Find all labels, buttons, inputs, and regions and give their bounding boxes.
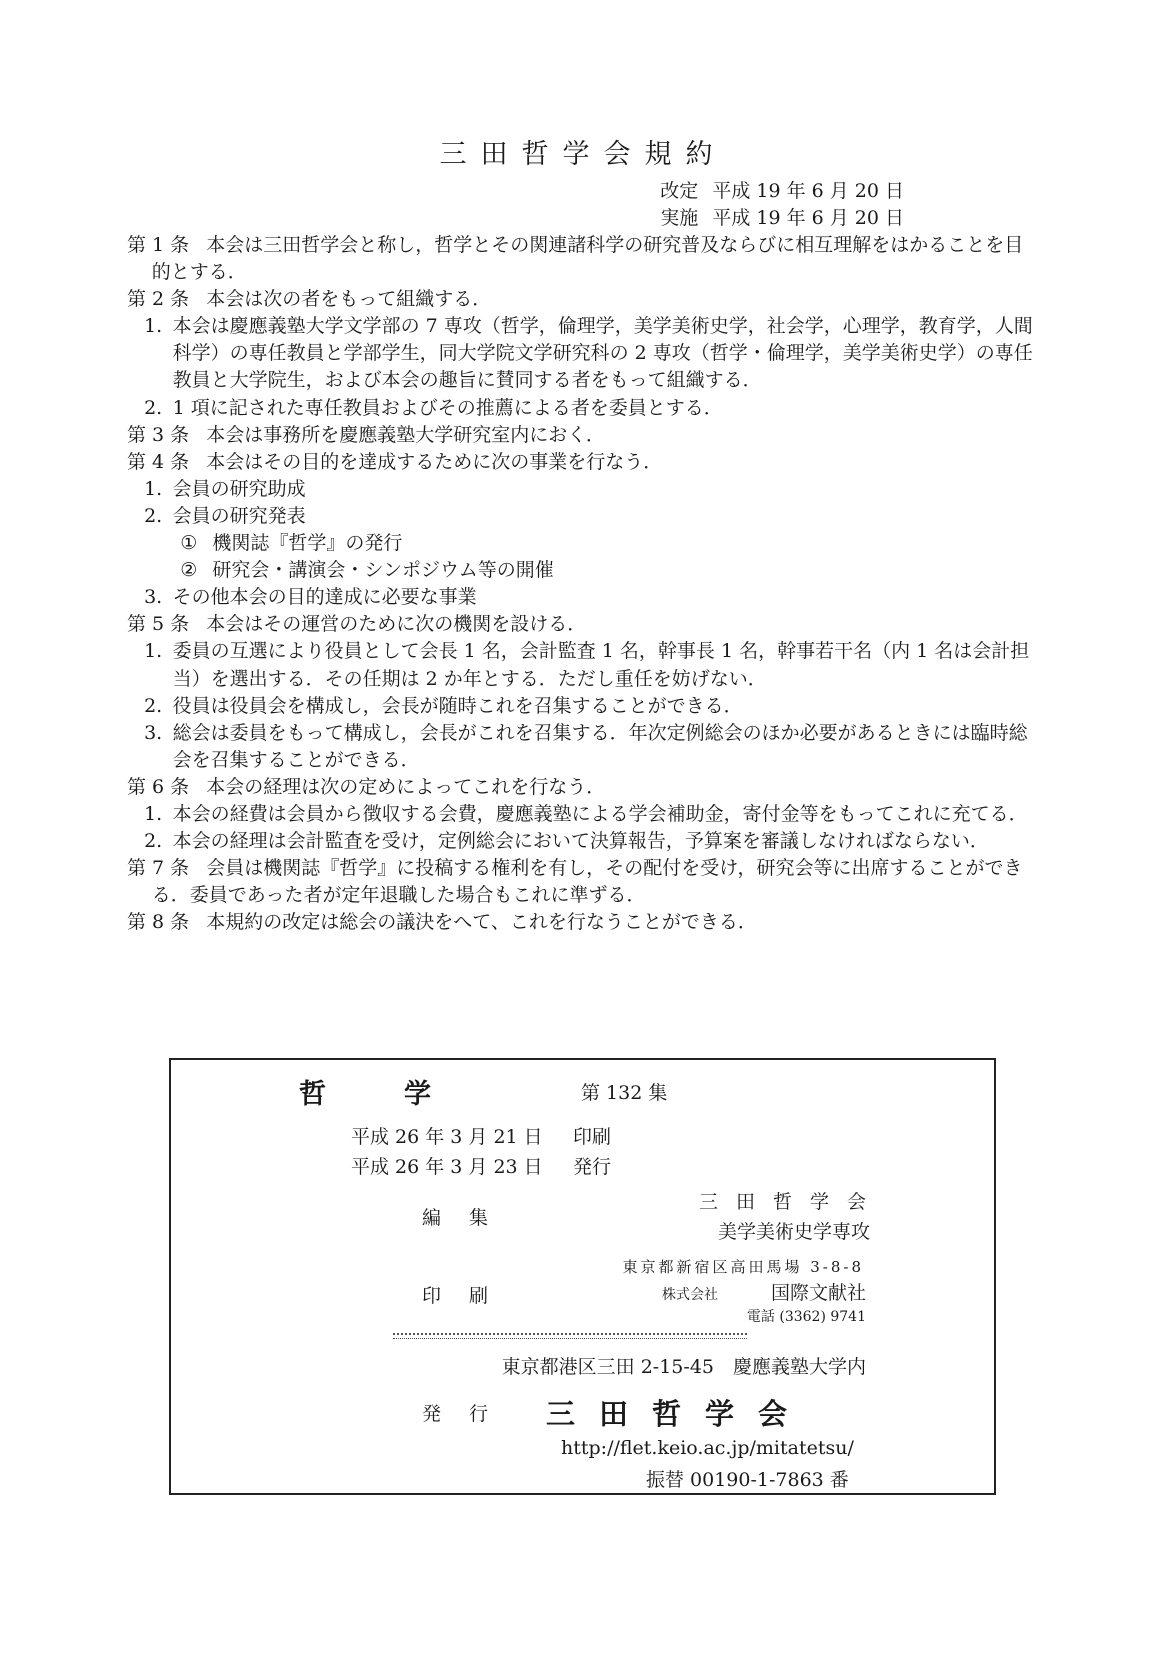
regulations-body [127, 232, 1042, 936]
item-number: 2. [144, 504, 163, 527]
subitem-text: 研究会・講演会・シンポジウム等の開催 [212, 559, 554, 582]
article-6 [127, 774, 1042, 801]
item-number: 2. [144, 396, 163, 419]
page-title: 三田哲学会規約 [439, 139, 727, 170]
item-text: 会員の研究発表 [172, 504, 306, 527]
publisher-url[interactable]: http://flet.keio.ac.jp/mitatetsu/ [561, 1437, 854, 1459]
item-text: 役員は役員会を構成し，会長が随時これを召集することができる． [172, 694, 743, 717]
article-label: 第 1 条 [127, 234, 190, 256]
item-number: 1. [144, 477, 163, 500]
article-label: 第 6 条 [127, 775, 190, 798]
item-number: 3. [144, 586, 163, 609]
item-text: 会員の研究助成 [172, 477, 306, 500]
printer-company: 国際文献社 [770, 1282, 866, 1304]
editor-name: 三田哲学会 [698, 1191, 884, 1213]
article-label: 第 3 条 [127, 423, 190, 446]
article-4-item-3 [127, 584, 1042, 611]
article-text: 本会はその運営のために次の機関を設ける． [206, 613, 587, 636]
printer-label: 印刷 [422, 1285, 517, 1307]
printed-date: 平成 26 年 3 月 21 日 [351, 1126, 543, 1148]
item-text: 総会は委員をもって構成し，会長がこれを召集する．年次定例総会のほか必要があるときには臨時総会を召集することができる． [172, 721, 1028, 771]
article-label: 第 7 条 [127, 857, 190, 880]
subitem-text: 機関誌『哲学』の発行 [212, 532, 403, 555]
article-4-item-1 [127, 476, 1042, 503]
article-text: 本会はその目的を達成するために次の事業を行なう． [206, 450, 663, 473]
article-6-item-2 [127, 828, 1042, 855]
item-text: 本会は慶應義塾大学文学部の 7 専攻（哲学，倫理学，美学美術史学，社会学，心理学，教育学，人間科学）の専任教員と学部学生，同大学院文学研究科の 2 専攻（哲学・倫理学，美学美術史学）の専任教員と大学院生，および本会の趣旨に賛同する者をもって組織する． [172, 315, 1033, 392]
article-text: 本会は事務所を慶應義塾大学研究室内におく． [206, 423, 605, 446]
subitem-number: ② [180, 559, 198, 582]
item-number: 1. [144, 640, 163, 663]
editor-dept: 美学美術史学専攻 [717, 1221, 870, 1243]
issued-date: 平成 26 年 3 月 23 日 [351, 1156, 543, 1178]
issue-number: 第 132 集 [581, 1082, 668, 1104]
article-8 [127, 909, 1042, 936]
wavy-divider [393, 1333, 747, 1339]
article-2 [127, 286, 1042, 313]
article-5-item-1 [127, 638, 1042, 692]
article-text: 本会は次の者をもって組織する． [206, 288, 492, 311]
article-text: 本規約の改定は総会の議決をへて、これを行なうことができる． [206, 911, 757, 934]
article-label: 第 5 条 [127, 613, 190, 636]
printer-company-prefix: 株式会社 [662, 1287, 718, 1303]
item-text: 委員の互選により役員として会長 1 名，会計監査 1 名，幹事長 1 名，幹事若干名（内 1 名は会計担当）を選出する．その任期は 2 か年とする．ただし重任を妨げない． [172, 640, 1030, 690]
item-number: 2. [144, 694, 163, 717]
effective-row [660, 205, 904, 232]
editor-label: 編集 [422, 1207, 517, 1229]
publisher-name: 三田哲学会 [546, 1397, 812, 1431]
item-number: 2. [144, 830, 163, 853]
article-4 [127, 449, 1042, 476]
article-4-item-2 [127, 503, 1042, 530]
item-number: 1. [144, 315, 163, 338]
item-text: 1 項に記された専任教員およびその推薦による者を委員とする． [172, 396, 723, 419]
printed-label: 印刷 [573, 1126, 612, 1148]
journal-title-char-2: 学 [404, 1079, 433, 1110]
article-6-item-1 [127, 801, 1042, 828]
article-text: 本会の経理は次の定めによってこれを行なう． [206, 775, 606, 798]
journal-title-char-1: 哲 [299, 1079, 328, 1110]
article-4-subitem-1 [127, 530, 1042, 557]
article-2-item-1 [127, 313, 1042, 394]
article-label: 第 8 条 [127, 911, 190, 934]
article-3 [127, 422, 1042, 449]
revised-row [660, 178, 904, 205]
article-text: 会員は機関誌『哲学』に投稿する権利を有し，その配付を受け，研究会等に出席することができる．委員であった者が定年退職した場合もこれに準ずる． [151, 857, 1023, 907]
printer-address: 東京都新宿区高田馬場 3-8-8 [622, 1258, 864, 1276]
effective-label: 実施 [660, 207, 699, 229]
article-7 [127, 855, 1042, 909]
item-text: その他本会の目的達成に必要な事業 [172, 586, 477, 609]
item-number: 3. [144, 721, 163, 744]
article-1 [127, 232, 1042, 286]
item-text: 本会の経理は会計監査を受け，定例総会において決算報告，予算案を審議しなければならない． [172, 830, 989, 853]
revised-date: 平成 19 年 6 月 20 日 [712, 180, 904, 202]
article-text: 本会は三田哲学会と称し，哲学とその関連諸科学の研究普及ならびに相互理解をはかることを目的とする． [151, 234, 1024, 284]
colophon-box [169, 1058, 996, 1495]
publisher-address: 東京都港区三田 2-15-45 慶應義塾大学内 [501, 1356, 866, 1378]
postal-transfer: 振替 00190-1-7863 番 [646, 1469, 849, 1491]
issued-label: 発行 [573, 1156, 612, 1178]
article-5-item-2 [127, 693, 1042, 720]
article-label: 第 2 条 [127, 288, 190, 311]
effective-date: 平成 19 年 6 月 20 日 [712, 207, 904, 229]
revision-dates [660, 178, 904, 232]
article-4-subitem-2 [127, 557, 1042, 584]
article-label: 第 4 条 [127, 450, 190, 473]
item-text: 本会の経費は会員から徴収する会費，慶應義塾による学会補助金，寄付金等をもってこれに充てる． [172, 802, 1028, 825]
publisher-label: 発行 [422, 1403, 517, 1425]
item-number: 1. [144, 802, 163, 825]
subitem-number: ① [180, 532, 198, 555]
printer-phone: 電話 (3362) 9741 [746, 1309, 866, 1325]
revised-label: 改定 [660, 180, 699, 202]
article-5 [127, 611, 1042, 638]
article-2-item-2 [127, 395, 1042, 422]
article-5-item-3 [127, 720, 1042, 774]
